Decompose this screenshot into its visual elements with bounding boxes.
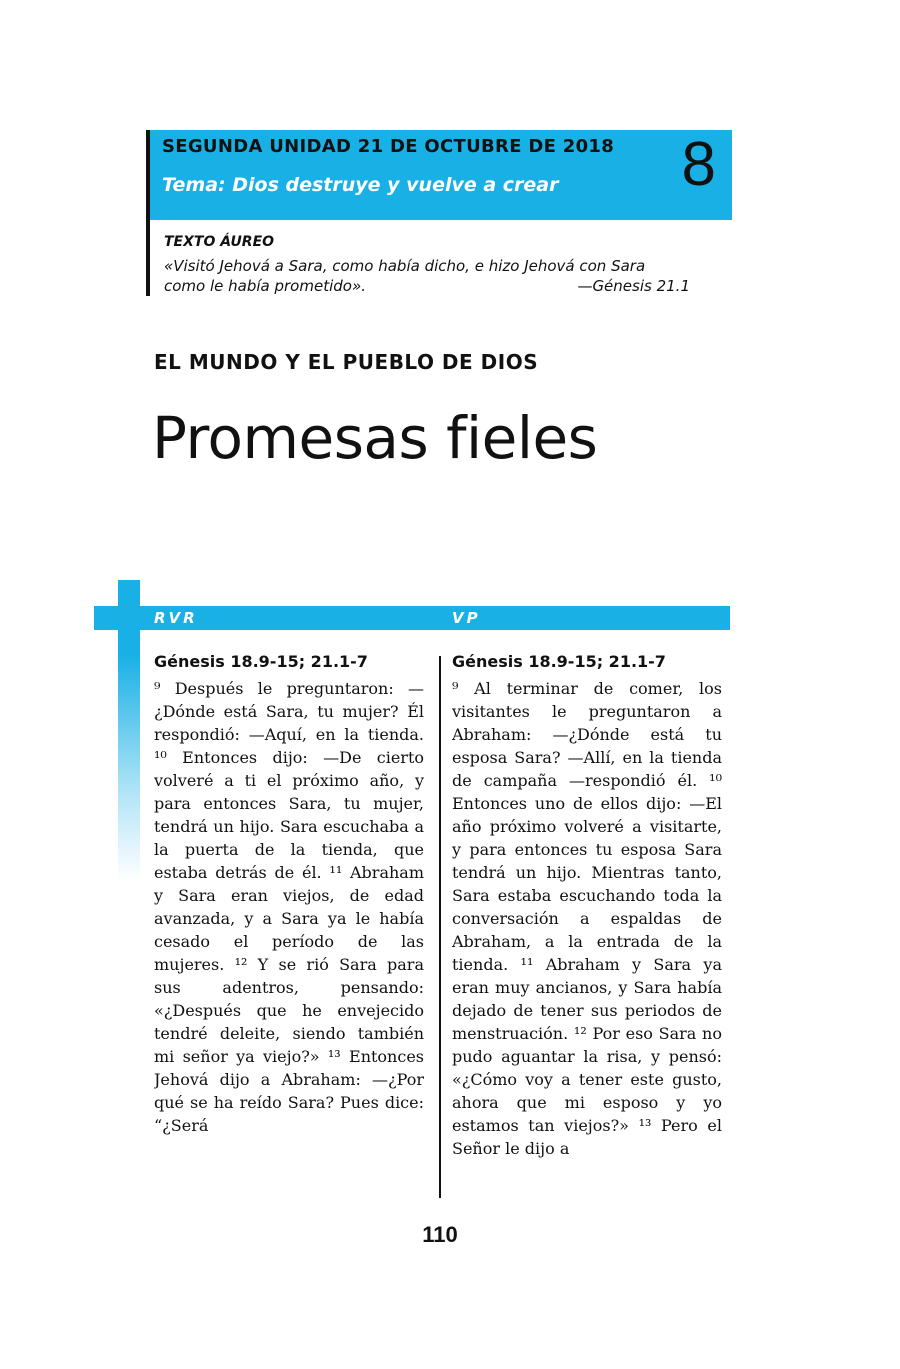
left-text: ⁹ Después le preguntaron: —¿Dónde está Sara, tu mujer? Él respondió: —Aquí, en la tienda. ¹⁰ Entonces dijo: —De cierto volveré a ti el próximo año, y para entonces Sara, tu mujer, tendrá un hijo. Sara escuchaba a la puerta de la tienda, que estaba detrás de él. ¹¹ Abraham y Sara eran viejos, de edad avanzada, y a Sara ya le había cesado el período de las mujeres. ¹² Y se rió Sara para sus adentros, pensando: «¿Después que he envejecido tendré deleite, siendo también mi señor ya viejo?» ¹³ Entonces Jehová dijo a Abraham: —¿Por qué se ha reído Sara? Pues dice: “¿Será <box>154 679 424 1135</box>
golden-text-label: TEXTO ÁUREO <box>164 234 275 250</box>
left-column <box>154 652 424 1200</box>
golden-text-body <box>164 256 694 296</box>
golden-text-line2: como le había prometido». <box>164 277 366 295</box>
golden-text-box <box>146 220 710 296</box>
page-number: 110 <box>422 1222 458 1247</box>
right-reference: Génesis 18.9-15; 21.1-7 <box>452 652 666 671</box>
unit-date-line: SEGUNDA UNIDAD 21 DE OCTUBRE DE 2018 <box>162 136 615 157</box>
page-title: Promesas fieles <box>152 404 598 472</box>
golden-text-reference: —Génesis 21.1 <box>577 277 690 295</box>
lesson-header <box>146 130 732 220</box>
left-version-label: RVR <box>154 609 198 627</box>
golden-text-line1: «Visitó Jehová a Sara, como había dicho, e hizo Jehová con Sara <box>164 257 646 275</box>
right-text: ⁹ Al terminar de comer, los visitantes le preguntaron a Abraham: —¿Dónde está tu esposa Sara? —Allí, en la tienda de campaña —respondió él. ¹⁰ Entonces uno de ellos dijo: —El año próximo volveré a visitarte, y para entonces tu esposa Sara tendrá un hijo. Mientras tanto, Sara estaba escuchando toda la conversación a espaldas de Abraham, a la entrada de la tienda. ¹¹ Abraham y Sara ya eran muy ancianos, y Sara había dejado de tener sus periodos de menstruación. ¹² Por eso Sara no pudo aguantar la risa, y pensó: «¿Cómo voy a tener este gusto, ahora que mi esposo y yo estamos tan viejos?» ¹³ Pero el Señor le dijo a <box>452 679 722 1158</box>
section-label: EL MUNDO Y EL PUEBLO DE DIOS <box>154 350 539 374</box>
right-column <box>452 652 722 1200</box>
lesson-number: 8 <box>681 130 716 199</box>
right-version-label: VP <box>452 609 481 627</box>
left-reference: Génesis 18.9-15; 21.1-7 <box>154 652 368 671</box>
lesson-theme: Tema: Dios destruye y vuelve a crear <box>162 174 559 196</box>
column-divider <box>439 656 441 1198</box>
